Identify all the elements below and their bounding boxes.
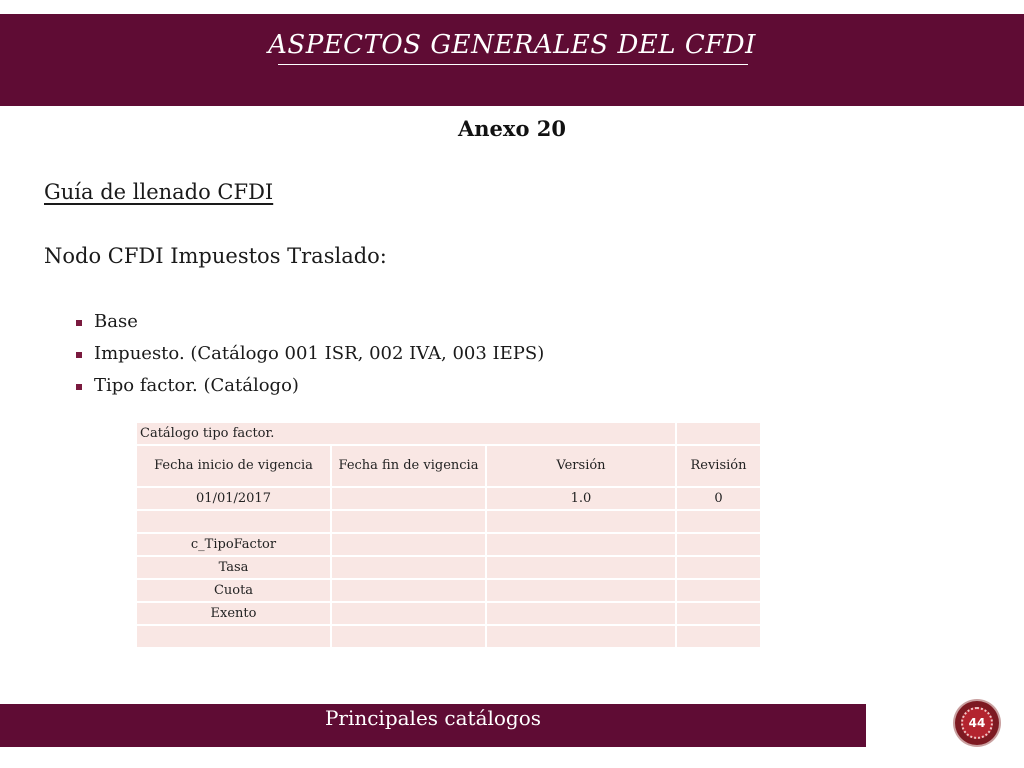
table-caption-row — [137, 423, 762, 446]
table-cell — [677, 534, 762, 557]
table-cell — [137, 511, 332, 534]
table-cell — [487, 557, 677, 580]
catalog-table — [137, 423, 762, 649]
table-cell: c_TipoFactor — [137, 534, 332, 557]
table-cell — [487, 534, 677, 557]
table-cell: 1.0 — [487, 488, 677, 511]
table-row — [137, 603, 762, 626]
table-cell — [677, 511, 762, 534]
title-bar — [0, 14, 1024, 106]
slide-title: ASPECTOS GENERALES DEL CFDI — [268, 30, 756, 60]
table-cell — [487, 626, 677, 649]
table-cell — [332, 557, 487, 580]
table-cell — [677, 423, 762, 446]
table-cell — [332, 580, 487, 603]
column-header: Versión — [487, 446, 677, 488]
table-header-row — [137, 446, 762, 488]
column-header: Fecha inicio de vigencia — [137, 446, 332, 488]
column-header: Fecha fin de vigencia — [332, 446, 487, 488]
table-cell: 01/01/2017 — [137, 488, 332, 511]
bullet-text: Impuesto. (Catálogo 001 ISR, 002 IVA, 003 IEPS) — [94, 343, 545, 364]
title-underline — [278, 64, 748, 65]
table-cell — [677, 580, 762, 603]
bullet-item — [44, 308, 544, 340]
page-number-badge — [955, 701, 999, 745]
guide-heading: Guía de llenado CFDI — [44, 180, 274, 204]
table-cell: Tasa — [137, 557, 332, 580]
bullet-square-icon — [76, 384, 82, 390]
table-cell — [677, 603, 762, 626]
page-number: 44 — [961, 707, 993, 739]
bullet-square-icon — [76, 320, 82, 326]
table-cell: Exento — [137, 603, 332, 626]
table-row — [137, 626, 762, 649]
table-caption: Catálogo tipo factor. — [137, 423, 677, 446]
table-cell — [332, 534, 487, 557]
table-row — [137, 511, 762, 534]
table-row — [137, 557, 762, 580]
bullet-text: Base — [94, 311, 138, 332]
table-cell — [487, 511, 677, 534]
bullet-item — [44, 372, 544, 404]
table-cell — [332, 603, 487, 626]
table-cell — [487, 580, 677, 603]
table-cell: 0 — [677, 488, 762, 511]
table-cell — [332, 511, 487, 534]
table-cell — [332, 626, 487, 649]
node-heading: Nodo CFDI Impuestos Traslado: — [44, 244, 387, 268]
bullet-square-icon — [76, 352, 82, 358]
table-cell — [332, 488, 487, 511]
bullet-list — [44, 308, 544, 404]
table-cell — [137, 626, 332, 649]
table-row — [137, 580, 762, 603]
table-cell — [677, 557, 762, 580]
table-cell: Cuota — [137, 580, 332, 603]
bullet-item — [44, 340, 544, 372]
table-row — [137, 534, 762, 557]
column-header: Revisión — [677, 446, 762, 488]
bullet-text: Tipo factor. (Catálogo) — [94, 375, 299, 396]
anexo-heading: Anexo 20 — [458, 116, 566, 141]
table-cell — [487, 603, 677, 626]
footer-label: Principales catálogos — [324, 706, 542, 730]
table-row — [137, 488, 762, 511]
table-cell — [677, 626, 762, 649]
